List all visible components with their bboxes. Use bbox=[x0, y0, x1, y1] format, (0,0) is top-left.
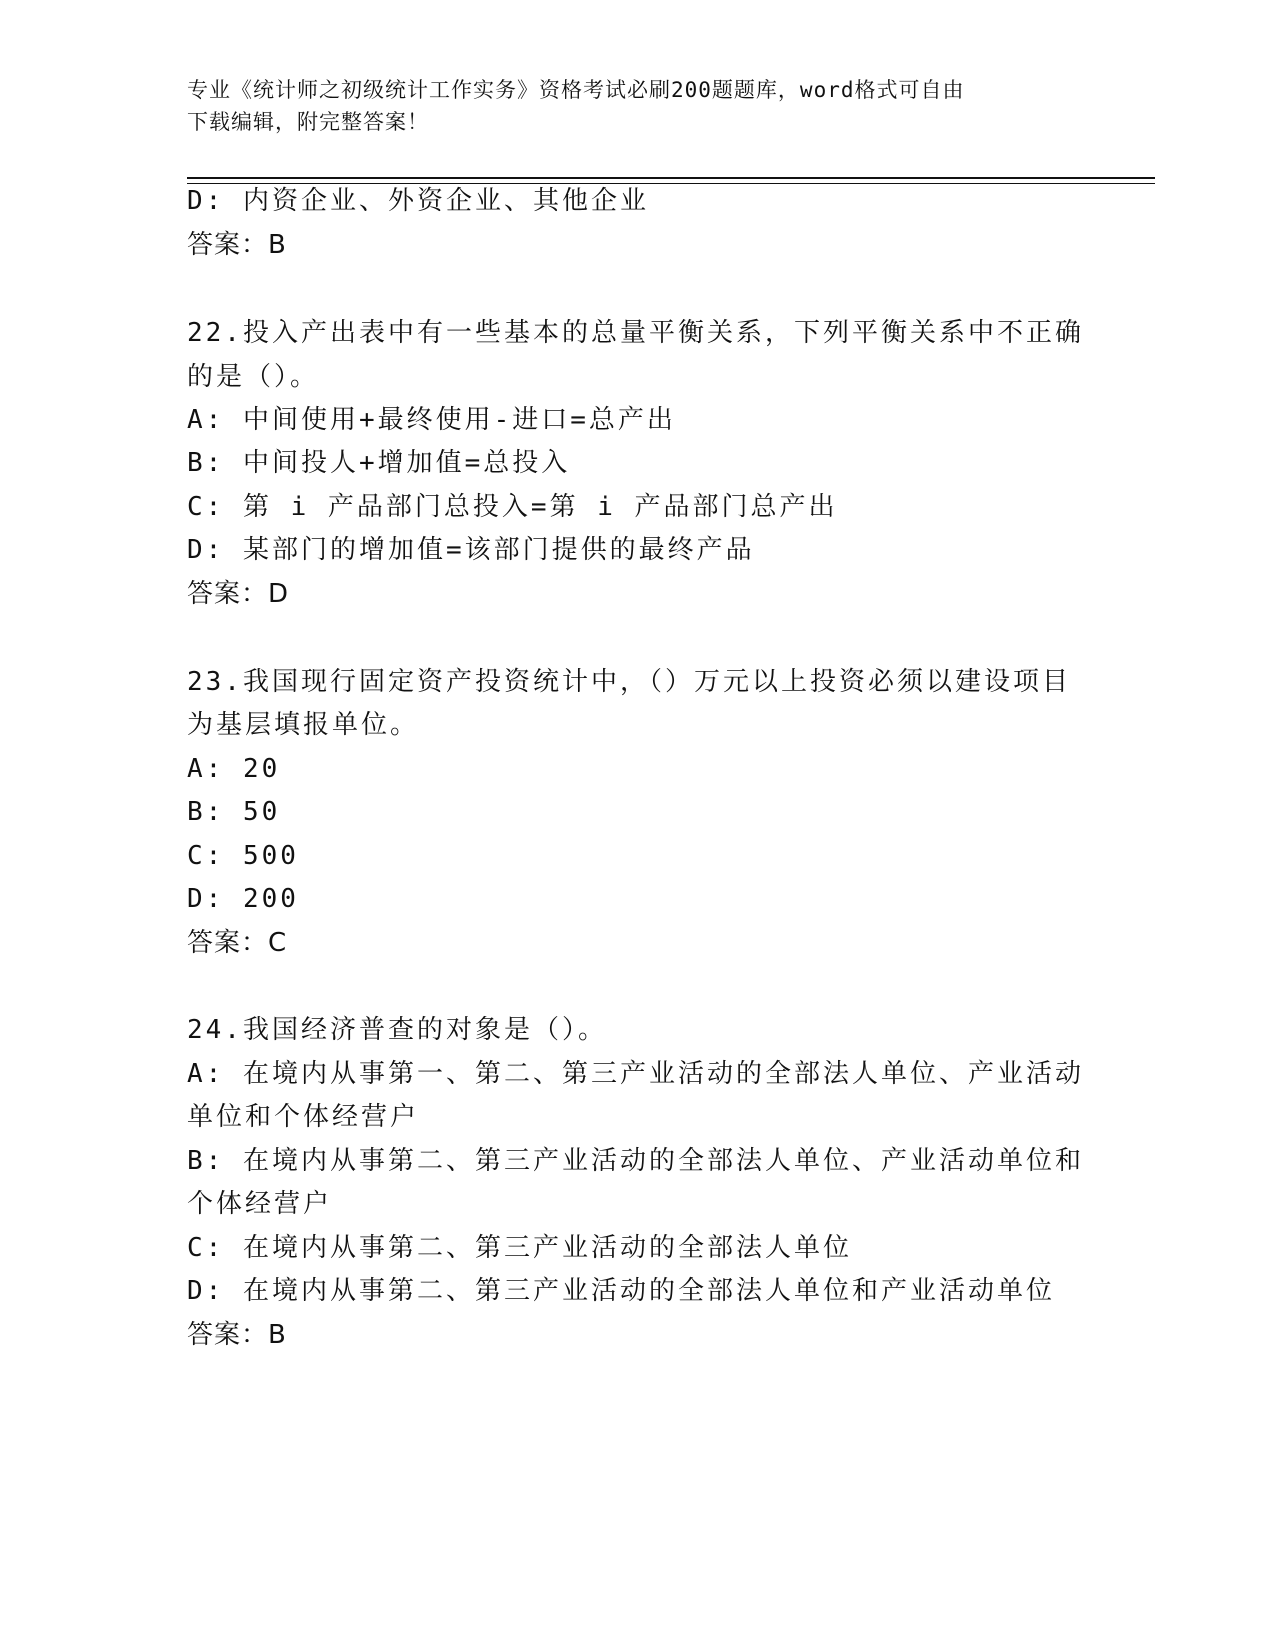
q23-stem-line-1: 23.我国现行固定资产投资统计中，（）万元以上投资必须以建设项目 bbox=[187, 667, 1071, 697]
prev-answer: 答案：B bbox=[187, 230, 287, 260]
q22-answer: 答案：D bbox=[187, 579, 290, 609]
header-line-1: 专业《统计师之初级统计工作实务》资格考试必刷200题题库，word格式可自由 bbox=[187, 78, 965, 102]
q22-option-d: D: 某部门的增加值=该部门提供的最终产品 bbox=[187, 535, 755, 565]
q23-stem-line-2: 为基层填报单位。 bbox=[187, 710, 420, 740]
q24-option-b-line-2: 个体经营户 bbox=[187, 1189, 333, 1219]
q24-option-a-line-1: A: 在境内从事第一、第二、第三产业活动的全部法人单位、产业活动 bbox=[187, 1059, 1084, 1089]
page-header bbox=[187, 74, 1067, 138]
q22-stem-line-1: 22.投入产出表中有一些基本的总量平衡关系，下列平衡关系中不正确 bbox=[187, 318, 1084, 348]
q23-option-d: D: 200 bbox=[187, 884, 299, 914]
q23-answer: 答案：C bbox=[187, 928, 288, 958]
q22-option-a: A: 中间使用+最终使用-进口=总产出 bbox=[187, 405, 676, 435]
header-divider-thick bbox=[187, 177, 1155, 179]
q22-option-b: B: 中间投人+增加值=总投入 bbox=[187, 448, 571, 478]
q22-stem-line-2: 的是（）。 bbox=[187, 362, 320, 392]
q24-option-b-line-1: B: 在境内从事第二、第三产业活动的全部法人单位、产业活动单位和 bbox=[187, 1146, 1084, 1176]
prev-option-d: D: 内资企业、外资企业、其他企业 bbox=[187, 186, 649, 216]
header-line-2: 下载编辑，附完整答案！ bbox=[187, 110, 429, 134]
q24-stem-line-1: 24.我国经济普查的对象是（）。 bbox=[187, 1015, 607, 1045]
q23-option-a: A: 20 bbox=[187, 754, 281, 784]
q23-option-b: B: 50 bbox=[187, 797, 281, 827]
q24-option-a-line-2: 单位和个体经营户 bbox=[187, 1102, 420, 1132]
q24-answer: 答案：B bbox=[187, 1320, 287, 1350]
q24-option-d: D: 在境内从事第二、第三产业活动的全部法人单位和产业活动单位 bbox=[187, 1276, 1055, 1306]
q23-option-c: C: 500 bbox=[187, 841, 299, 871]
q22-option-c: C: 第 i 产品部门总投入=第 i 产品部门总产出 bbox=[187, 492, 838, 522]
q24-option-c: C: 在境内从事第二、第三产业活动的全部法人单位 bbox=[187, 1233, 852, 1263]
